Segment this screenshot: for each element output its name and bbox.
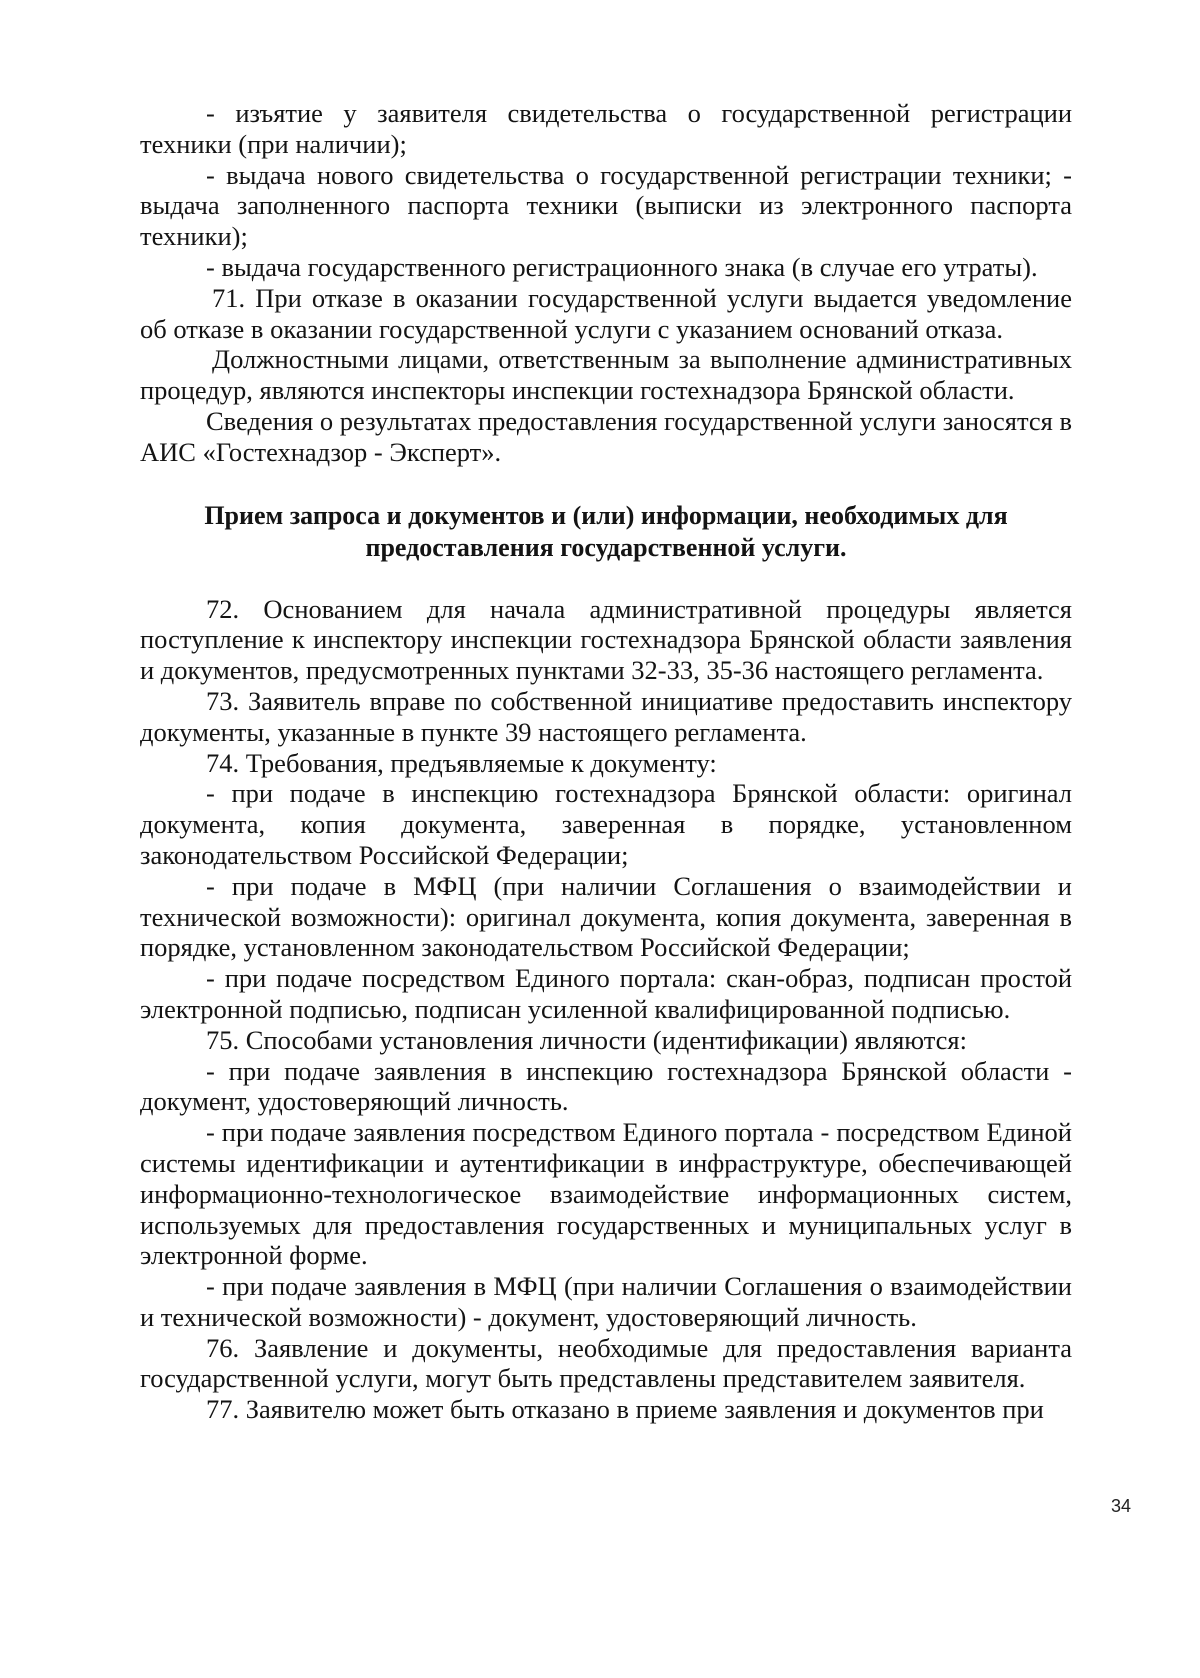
paragraph: Сведения о результатах предоставления государственной услуги заносятся в АИС «Гостехнадзор - Эксперт». — [140, 405, 1072, 467]
paragraph: - при подаче заявления посредством Единого портала - посредством Единой системы идентификации и аутентификации в инфраструктуре, обеспечивающей информационно-технологическое взаимодействие информационных систем, используемых для предоставления государственных и муниципальных услуг в электронной форме. — [140, 1117, 1072, 1271]
paragraph: 75. Способами установления личности (идентификации) являются: — [206, 1024, 967, 1055]
paragraph: - выдача нового свидетельства о государственной регистрации техники; - выдача заполненного паспорта техники (выписки из электронного паспорта техники); — [140, 159, 1072, 252]
page-number: 34 — [1110, 1496, 1132, 1516]
page-body — [140, 98, 1072, 1425]
paragraph: - при подаче посредством Единого портала: скан-образ, подписан простой электронной подписью, подписан усиленной квалифицированной подписью. — [140, 963, 1072, 1024]
paragraph: - выдача государственного регистрационного знака (в случае его утраты). — [206, 251, 1038, 282]
paragraph: - при подаче заявления в инспекцию гостехнадзора Брянской области - документ, удостоверяющий личность. — [140, 1055, 1072, 1117]
paragraph: 76. Заявление и документы, необходимые для предоставления варианта государственной услуги, могут быть представлены представителем заявителя. — [140, 1332, 1072, 1394]
paragraph: 72. Основанием для начала административной процедуры является поступление к инспектору инспекции гостехнадзора Брянской области заявления и документов, предусмотренных пунктами 32-33, 35-36 настоящего регламента. — [140, 593, 1072, 686]
paragraph: 73. Заявитель вправе по собственной инициативе предоставить инспектору документы, указанные в пункте 39 настоящего регламента. — [140, 685, 1072, 747]
paragraph: - изъятие у заявителя свидетельства о государственной регистрации техники (при наличии); — [140, 98, 1072, 159]
paragraph: - при подаче в инспекцию гостехнадзора Брянской области: оригинал документа, копия документа, заверенная в порядке, установленном законодательством Российской Федерации; — [140, 778, 1072, 870]
section-heading: Прием запроса и документов и (или) информации, необходимых для предоставления государственной услуги. — [204, 500, 1008, 562]
paragraph: - при подаче заявления в МФЦ (при наличии Соглашения о взаимодействии и технической возможности) - документ, удостоверяющий личность. — [140, 1271, 1072, 1332]
paragraph: - при подаче в МФЦ (при наличии Соглашения о взаимодействии и технической возможности): оригинал документа, копия документа, заверенная в порядке, установленном законодательством Российской Федерации; — [140, 870, 1072, 963]
paragraph: 74. Требования, предъявляемые к документу: — [206, 747, 717, 778]
paragraph: Должностными лицами, ответственным за выполнение административных процедур, являются инспекторы инспекции гостехнадзора Брянской области. — [140, 344, 1072, 406]
paragraph: 71. При отказе в оказании государственной услуги выдается уведомление об отказе в оказании государственной услуги с указанием оснований отказа. — [140, 282, 1072, 344]
paragraph: 77. Заявителю может быть отказано в приеме заявления и документов при — [206, 1394, 1044, 1425]
